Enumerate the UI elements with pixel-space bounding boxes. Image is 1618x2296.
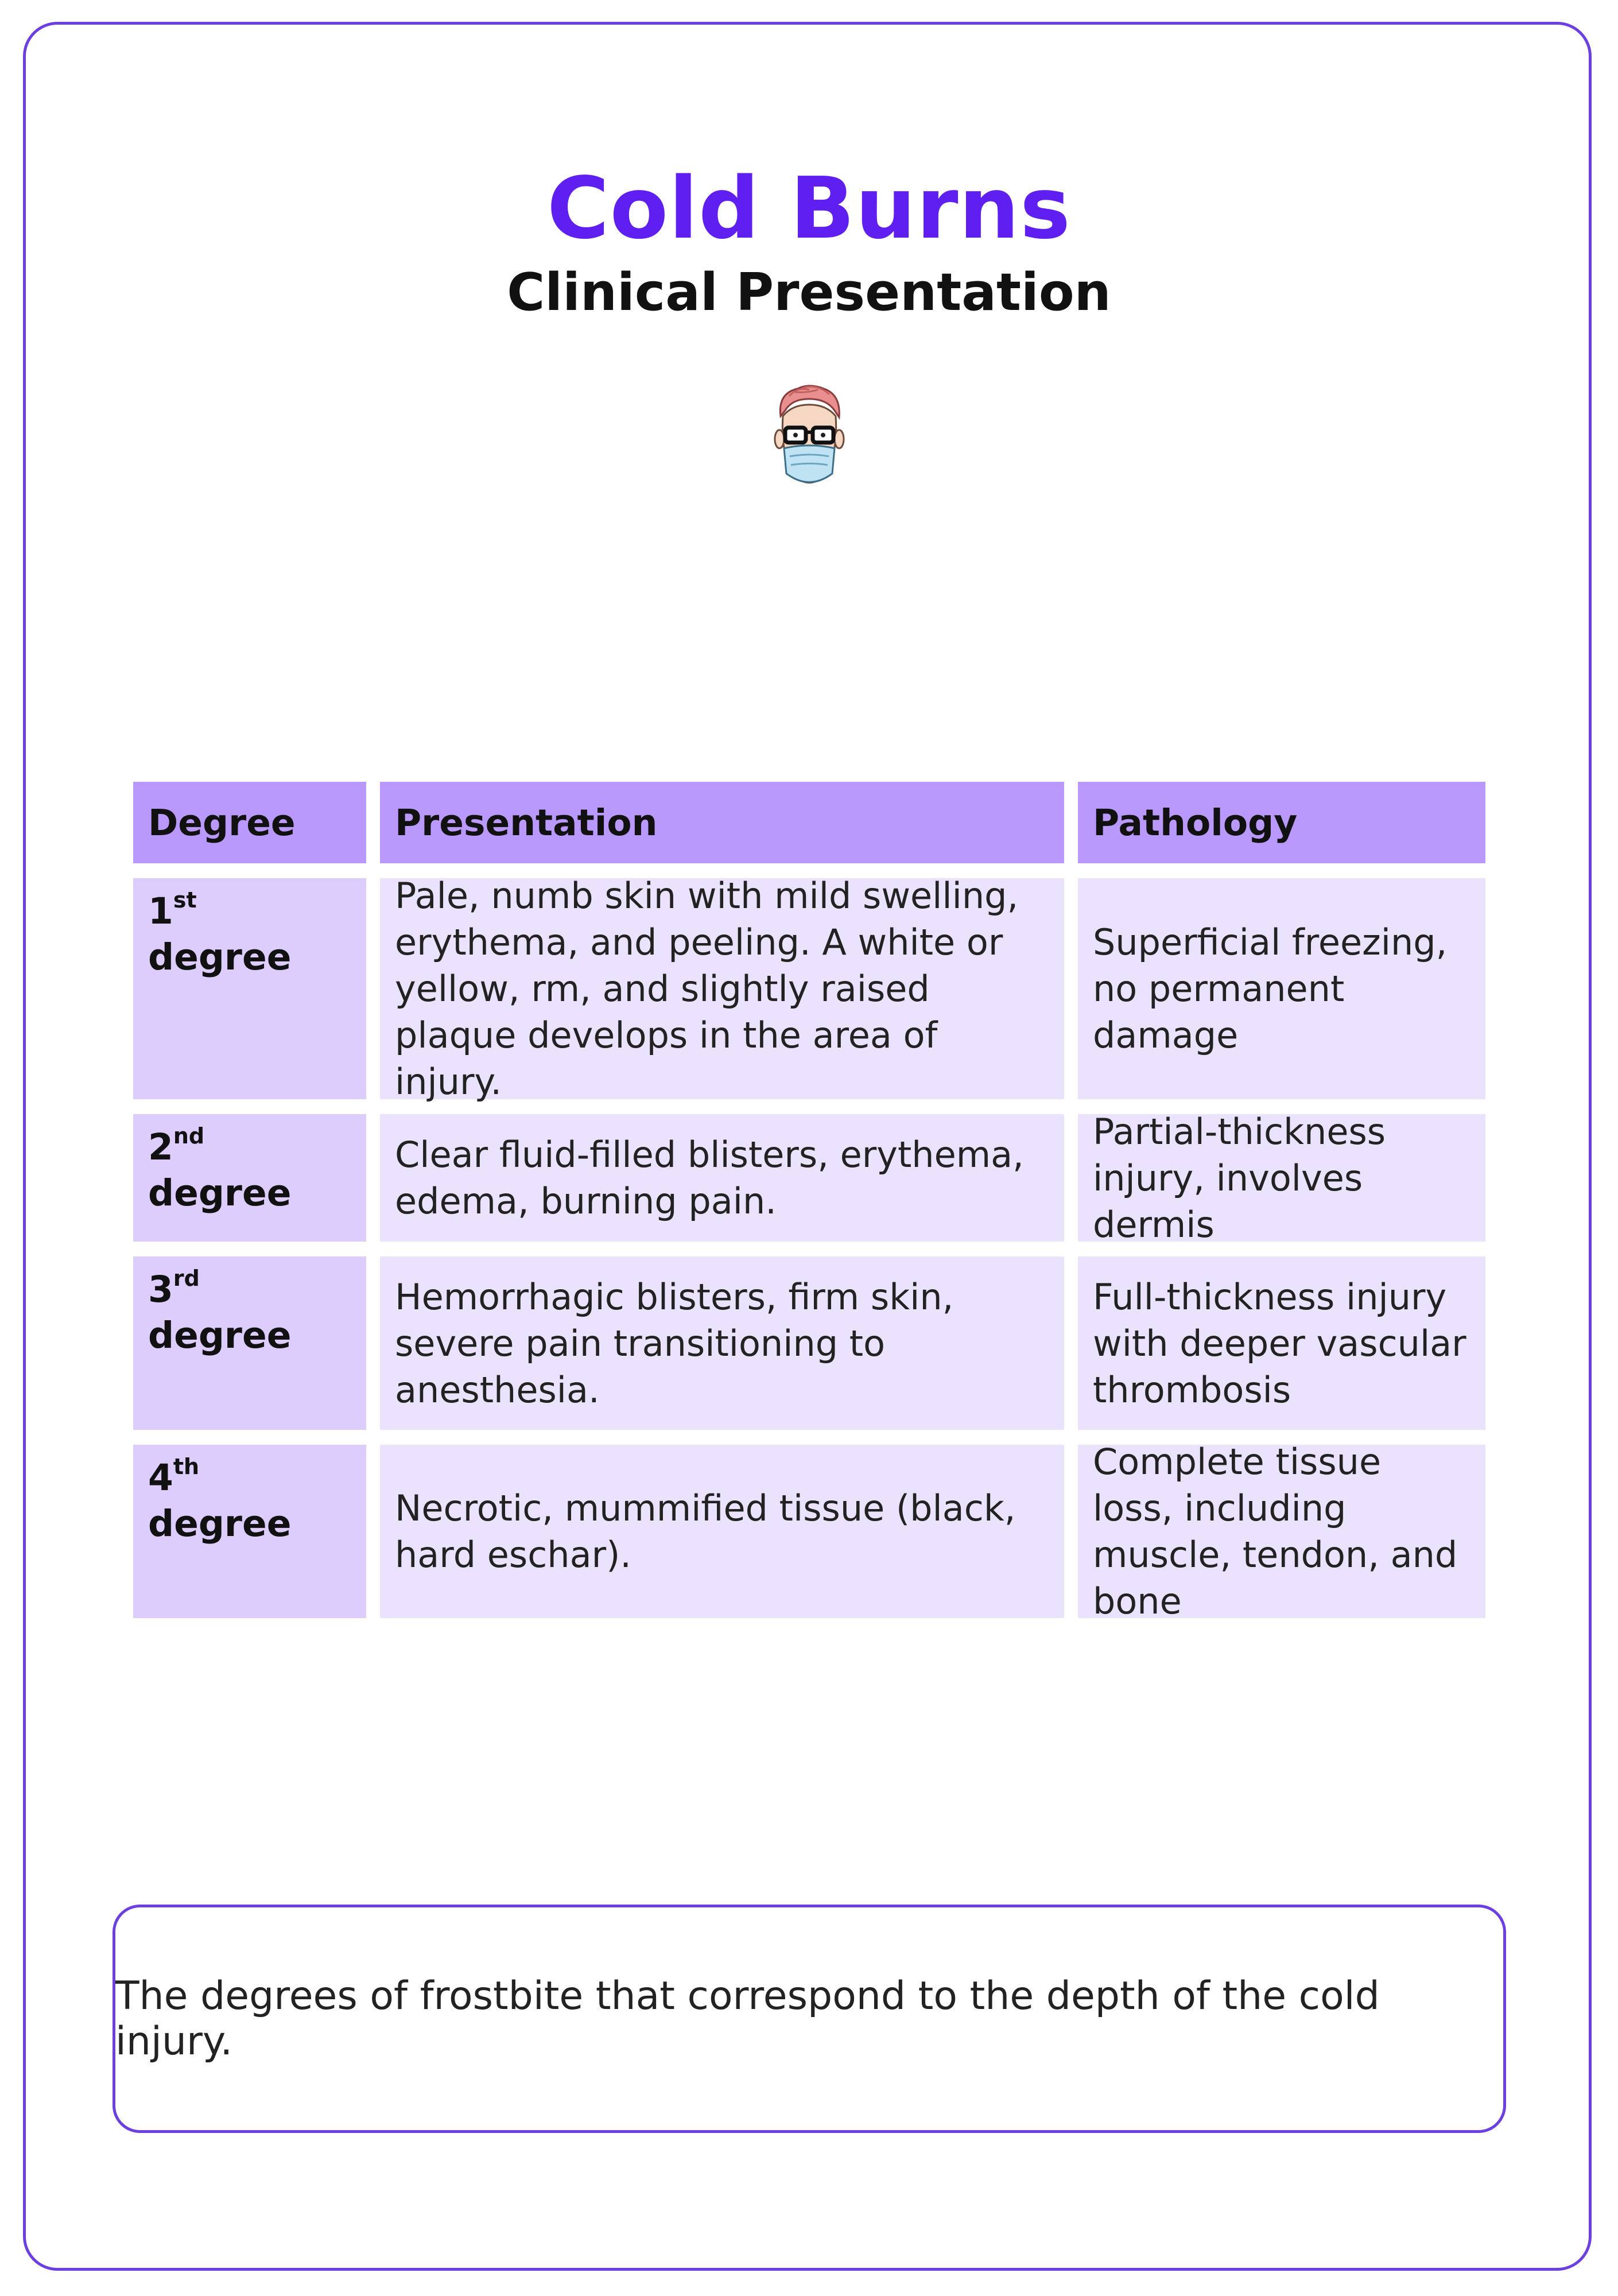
pathology-cell-2: Partial-thickness injury, involves dermis — [1078, 1114, 1485, 1242]
degree-cell-4: 4th degree — [133, 1445, 366, 1618]
degree-cell-2: 2nd degree — [133, 1114, 366, 1242]
presentation-cell-1: Pale, numb skin with mild swelling, erythema, and peeling. A white or yellow, rm, and slightly raised plaque develops in the area of injury. — [380, 878, 1064, 1099]
presentation-cell-4: Necrotic, mummified tissue (black, hard eschar). — [380, 1445, 1064, 1618]
degree-cell-3: 3rd degree — [133, 1256, 366, 1430]
pathology-cell-1: Superficial freezing, no permanent damage — [1078, 878, 1485, 1099]
header-pathology: Pathology — [1078, 782, 1485, 863]
pathology-cell-3: Full-thickness injury with deeper vascular thrombosis — [1078, 1256, 1485, 1430]
page-subtitle: Clinical Presentation — [507, 262, 1111, 323]
header-degree: Degree — [133, 782, 366, 863]
page-title: Cold Burns — [546, 159, 1072, 258]
degree-cell-1: 1st degree — [133, 878, 366, 1099]
pathology-cell-4: Complete tissue loss, including muscle, tendon, and bone — [1078, 1445, 1485, 1618]
header-presentation: Presentation — [380, 782, 1064, 863]
footer-note-text: The degrees of frostbite that correspond to the depth of the cold injury. — [115, 1973, 1380, 2064]
presentation-cell-3: Hemorrhagic blisters, firm skin, severe pain transitioning to anesthesia. — [380, 1256, 1064, 1430]
doctor-avatar-icon — [763, 382, 855, 497]
frostbite-degrees-table — [133, 782, 1485, 1622]
presentation-cell-2: Clear fluid-filled blisters, erythema, edema, burning pain. — [380, 1114, 1064, 1242]
footer-note-box — [112, 1905, 1506, 2133]
